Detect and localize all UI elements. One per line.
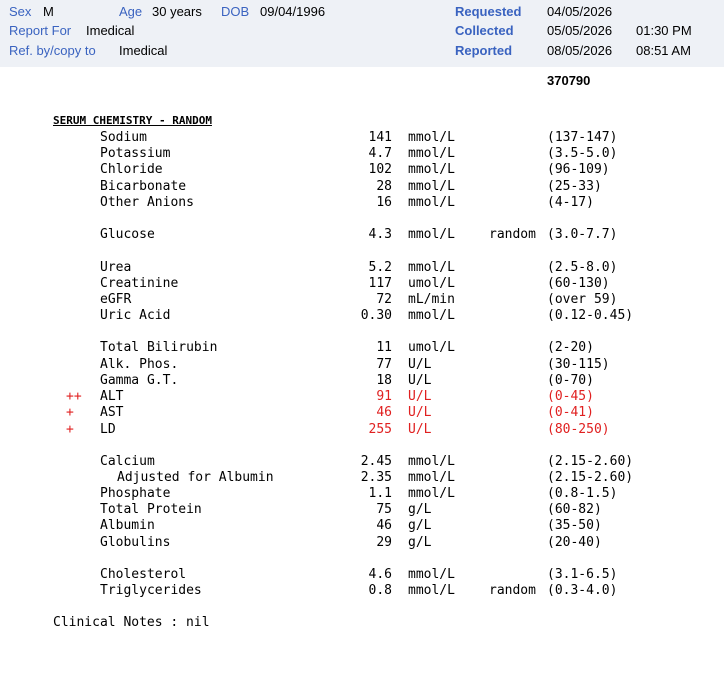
- reference-range: (over 59): [547, 292, 618, 307]
- result-value: 2.35: [360, 470, 392, 485]
- result-unit: mmol/L: [408, 146, 455, 161]
- result-unit: mmol/L: [408, 470, 455, 485]
- result-value: 46: [376, 518, 392, 533]
- section-title: SERUM CHEMISTRY - RANDOM: [53, 114, 212, 127]
- age-label: Age: [119, 4, 143, 19]
- result-value: 5.2: [368, 260, 392, 275]
- ref-value: Imedical: [119, 43, 168, 58]
- result-unit: U/L: [408, 422, 432, 437]
- result-value: 72: [376, 292, 392, 307]
- table-row: [0, 422, 724, 438]
- report-for-label: Report For: [9, 23, 72, 38]
- test-name: Cholesterol: [100, 567, 187, 582]
- test-name: ALT: [100, 389, 124, 404]
- table-row: [0, 518, 724, 534]
- result-unit: mmol/L: [408, 567, 455, 582]
- result-value: 117: [368, 276, 392, 291]
- result-unit: U/L: [408, 373, 432, 388]
- result-value: 4.3: [368, 227, 392, 242]
- reference-range: (30-115): [547, 357, 610, 372]
- test-name: Creatinine: [100, 276, 179, 291]
- result-flag: +: [66, 422, 74, 437]
- test-name: Total Protein: [100, 502, 202, 517]
- result-value: 16: [376, 195, 392, 210]
- test-name: Chloride: [100, 162, 163, 177]
- test-name: Globulins: [100, 535, 171, 550]
- sex-value: M: [43, 4, 54, 19]
- result-value: 4.7: [368, 146, 392, 161]
- result-unit: mmol/L: [408, 308, 455, 323]
- dob-label: DOB: [221, 4, 250, 19]
- result-unit: mmol/L: [408, 130, 455, 145]
- reference-range: (3.5-5.0): [547, 146, 618, 161]
- ref-label: Ref. by/copy to: [9, 43, 96, 58]
- result-unit: mmol/L: [408, 162, 455, 177]
- reference-range: (2.15-2.60): [547, 470, 634, 485]
- result-unit: mmol/L: [408, 179, 455, 194]
- reference-range: (0-45): [547, 389, 594, 404]
- reference-range: (2.15-2.60): [547, 454, 634, 469]
- result-value: 18: [376, 373, 392, 388]
- accession-number: 370790: [547, 73, 591, 88]
- table-row: [0, 535, 724, 551]
- test-name: Total Bilirubin: [100, 340, 218, 355]
- test-name: Urea: [100, 260, 132, 275]
- reference-range: (0.12-0.45): [547, 308, 634, 323]
- result-unit: mmol/L: [408, 583, 455, 598]
- table-row: [0, 405, 724, 421]
- reference-range: (60-130): [547, 276, 610, 291]
- table-row: [0, 195, 724, 211]
- clinical-notes: Clinical Notes : nil: [53, 615, 210, 630]
- test-name: eGFR: [100, 292, 132, 307]
- table-row: [0, 389, 724, 405]
- report-for-value: Imedical: [86, 23, 135, 38]
- result-unit: umol/L: [408, 276, 455, 291]
- test-name: Sodium: [100, 130, 147, 145]
- result-value: 77: [376, 357, 392, 372]
- result-unit: U/L: [408, 357, 432, 372]
- reference-range: (2-20): [547, 340, 594, 355]
- result-qualifier: random: [489, 583, 536, 598]
- result-value: 0.8: [368, 583, 392, 598]
- test-name: Calcium: [100, 454, 155, 469]
- test-name: Glucose: [100, 227, 155, 242]
- test-name: Other Anions: [100, 195, 194, 210]
- table-row: [0, 260, 724, 276]
- table-row: [0, 454, 724, 470]
- test-name: Albumin: [100, 518, 155, 533]
- reference-range: (0-41): [547, 405, 594, 420]
- table-row: [0, 146, 724, 162]
- reference-range: (3.1-6.5): [547, 567, 618, 582]
- table-row: [0, 567, 724, 583]
- test-name: AST: [100, 405, 124, 420]
- table-row: [0, 179, 724, 195]
- table-row: [0, 502, 724, 518]
- collected-date: 05/05/2026: [547, 23, 613, 38]
- result-value: 29: [376, 535, 392, 550]
- table-row: [0, 583, 724, 599]
- result-unit: U/L: [408, 389, 432, 404]
- result-qualifier: random: [489, 227, 536, 242]
- reference-range: (0-70): [547, 373, 594, 388]
- reference-range: (96-109): [547, 162, 610, 177]
- table-row: [0, 292, 724, 308]
- test-name: Phosphate: [100, 486, 171, 501]
- test-name: Adjusted for Albumin: [117, 470, 274, 485]
- requested-date: 04/05/2026: [547, 4, 613, 19]
- dob-value: 09/04/1996: [260, 4, 326, 19]
- reference-range: (25-33): [547, 179, 602, 194]
- table-row: [0, 162, 724, 178]
- table-row: [0, 373, 724, 389]
- reported-time: 08:51 AM: [636, 43, 691, 58]
- result-unit: U/L: [408, 405, 432, 420]
- age-value: 30 years: [152, 4, 202, 19]
- reference-range: (2.5-8.0): [547, 260, 618, 275]
- test-name: Triglycerides: [100, 583, 202, 598]
- reported-date: 08/05/2026: [547, 43, 613, 58]
- table-row: [0, 130, 724, 146]
- result-unit: g/L: [408, 518, 432, 533]
- reference-range: (3.0-7.7): [547, 227, 618, 242]
- test-name: LD: [100, 422, 116, 437]
- reference-range: (4-17): [547, 195, 594, 210]
- collected-time: 01:30 PM: [636, 23, 692, 38]
- table-row: [0, 357, 724, 373]
- result-unit: mmol/L: [408, 260, 455, 275]
- result-unit: mL/min: [408, 292, 455, 307]
- result-value: 4.6: [368, 567, 392, 582]
- reference-range: (0.8-1.5): [547, 486, 618, 501]
- result-unit: mmol/L: [408, 195, 455, 210]
- result-unit: umol/L: [408, 340, 455, 355]
- reference-range: (20-40): [547, 535, 602, 550]
- result-flag: +: [66, 405, 74, 420]
- result-value: 1.1: [368, 486, 392, 501]
- result-value: 141: [368, 130, 392, 145]
- table-row: [0, 486, 724, 502]
- sex-label: Sex: [9, 4, 32, 19]
- requested-label: Requested: [455, 4, 522, 19]
- test-name: Potassium: [100, 146, 171, 161]
- result-value: 0.30: [360, 308, 392, 323]
- test-name: Bicarbonate: [100, 179, 187, 194]
- result-value: 75: [376, 502, 392, 517]
- reference-range: (60-82): [547, 502, 602, 517]
- result-value: 46: [376, 405, 392, 420]
- table-row: [0, 308, 724, 324]
- result-value: 255: [368, 422, 392, 437]
- result-value: 91: [376, 389, 392, 404]
- result-unit: mmol/L: [408, 486, 455, 501]
- reference-range: (0.3-4.0): [547, 583, 618, 598]
- reference-range: (80-250): [547, 422, 610, 437]
- result-unit: g/L: [408, 535, 432, 550]
- result-unit: mmol/L: [408, 227, 455, 242]
- reference-range: (137-147): [547, 130, 618, 145]
- result-unit: mmol/L: [408, 454, 455, 469]
- result-flag: ++: [66, 389, 82, 404]
- result-value: 28: [376, 179, 392, 194]
- reference-range: (35-50): [547, 518, 602, 533]
- collected-label: Collected: [455, 23, 514, 38]
- test-name: Gamma G.T.: [100, 373, 179, 388]
- result-value: 11: [376, 340, 392, 355]
- table-row: [0, 470, 724, 486]
- result-value: 102: [368, 162, 392, 177]
- table-row: [0, 276, 724, 292]
- result-value: 2.45: [360, 454, 392, 469]
- test-name: Alk. Phos.: [100, 357, 179, 372]
- table-row: [0, 227, 724, 243]
- test-name: Uric Acid: [100, 308, 171, 323]
- table-row: [0, 340, 724, 356]
- reported-label: Reported: [455, 43, 513, 58]
- result-unit: g/L: [408, 502, 432, 517]
